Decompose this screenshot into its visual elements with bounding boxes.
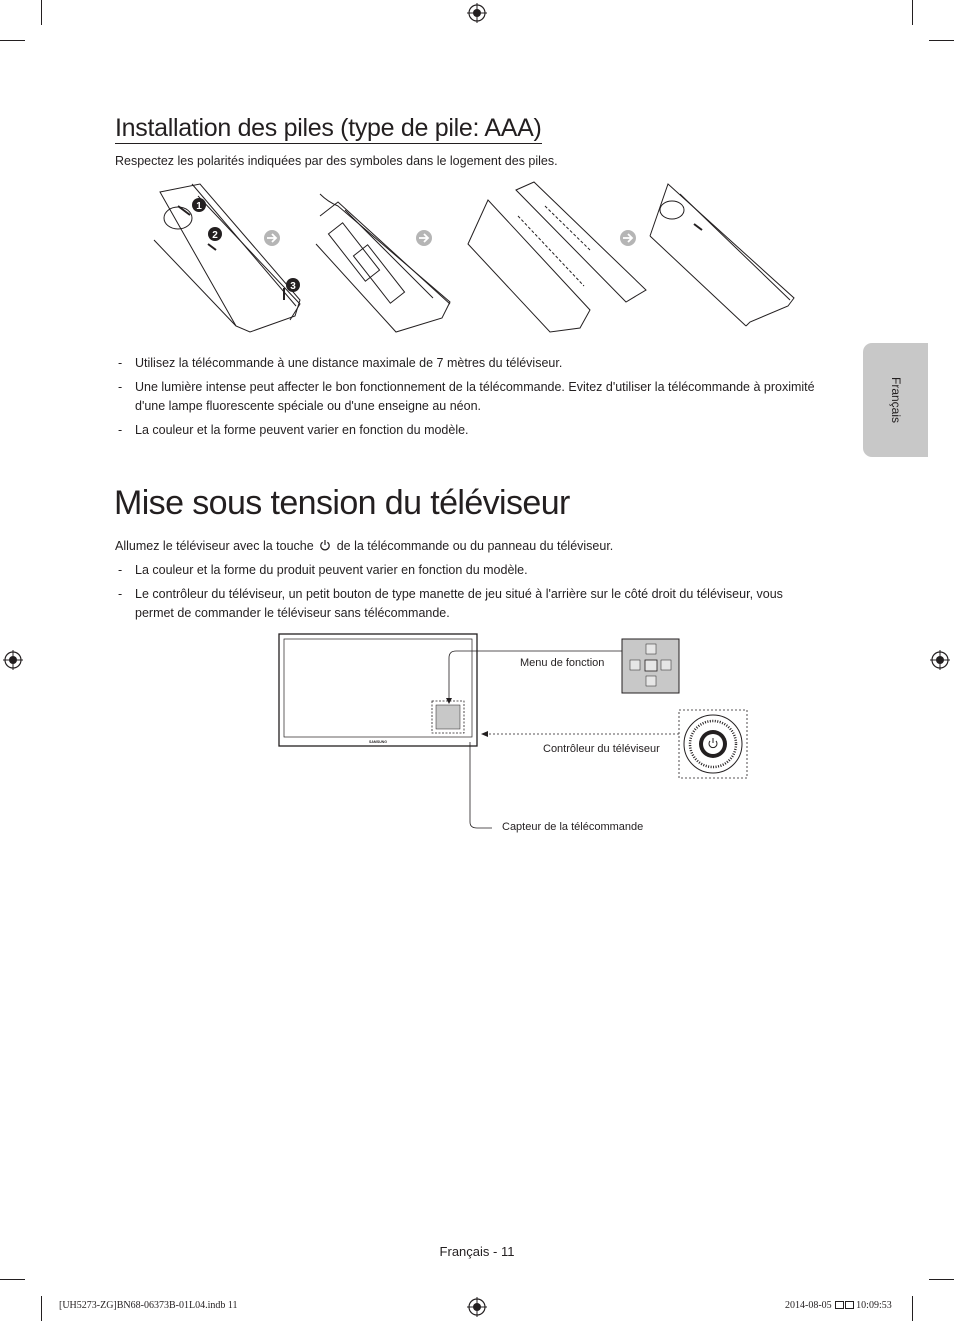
remote-step-1-drawing [154,184,300,332]
crop-mark [41,0,42,25]
sensor-leader [470,742,492,828]
step-number-1: 1 [196,201,202,212]
page-number: Français - 11 [439,1244,515,1259]
print-time-value: 10:09:53 [856,1300,892,1311]
tv-controller-diagram [278,632,750,836]
remote-step-4-drawing [650,184,794,326]
remote-sensor-label: Capteur de la télécommande [502,821,644,833]
battery-note: - La couleur et la forme peuvent varier en fonction du modèle. [115,421,820,440]
battery-installation-illustration [150,180,800,336]
crop-mark [0,40,25,41]
crop-mark [912,1296,913,1321]
power-note: - La couleur et la forme du produit peuvent varier en fonction du modèle. [115,561,820,580]
step-arrow-icon [416,230,432,246]
battery-note: - Utilisez la télécommande à une distance maximale de 7 mètres du téléviseur. [115,354,820,373]
step-arrow-icon [264,230,280,246]
remote-step-3-drawing [468,182,646,332]
remote-step-2-drawing [316,194,450,332]
tv-front-drawing [279,634,477,746]
box-glyph-icon [845,1301,854,1309]
box-glyph-icon [835,1301,844,1309]
print-date-value: 2014-08-05 [785,1300,832,1311]
registration-mark-icon [467,3,487,23]
power-note: - Le contrôleur du téléviseur, un petit bouton de type manette de jeu situé à l'arrière sur le côté droit du téléviseur, vous permet de commander le téléviseur sans télécommande. [115,585,820,623]
registration-mark-icon [467,1297,487,1317]
return-icon [645,660,657,671]
tv-controller-button [679,710,747,778]
crop-mark [912,0,913,25]
language-tab-label: Français [888,376,903,424]
crop-mark [929,1279,954,1280]
step-arrow-icon [620,230,636,246]
battery-note: - Une lumière intense peut affecter le bon fonctionnement de la télécommande. Evitez d'utiliser la télécommande à proximité d'une lampe fluorescente spéciale ou d'une enseigne au néon. [115,378,820,416]
function-menu-label: Menu de fonction [520,657,605,669]
power-icon [319,539,331,551]
battery-notes-list [115,354,820,445]
tv-brand-logo: SAMSUNG [369,740,387,744]
power-intro-after: de la télécommande ou du panneau du téléviseur. [336,539,614,553]
print-date [785,1300,892,1311]
crop-mark [41,1296,42,1321]
power-section-title: Mise sous tension du téléviseur [114,484,570,522]
file-info: [UH5273-ZG]BN68-06373B-01L04.indb 11 [59,1300,238,1311]
registration-mark-icon [3,650,23,670]
battery-section-title: Installation des piles (type de pile: AAA) [115,114,542,142]
close-arrow-icon [694,224,702,230]
registration-mark-icon [930,650,950,670]
power-notes-list [115,561,820,628]
step-number-3: 3 [290,281,296,292]
function-menu-panel [622,639,679,693]
settings-icon [646,644,656,654]
source-icon [661,660,671,670]
crop-mark [0,1279,25,1280]
menu-icon [630,660,640,670]
battery-intro: Respectez les polarités indiquées par des symboles dans le logement des piles. [115,154,558,168]
language-tab [863,343,928,457]
step-number-2: 2 [212,230,218,241]
power-intro-before: Allumez le téléviseur avec la touche [115,539,314,553]
tv-controller-label: Contrôleur du téléviseur [543,743,660,755]
power-off-icon [646,676,656,686]
slide-arrow-icon [208,244,216,250]
power-intro [115,537,613,556]
crop-mark [929,40,954,41]
